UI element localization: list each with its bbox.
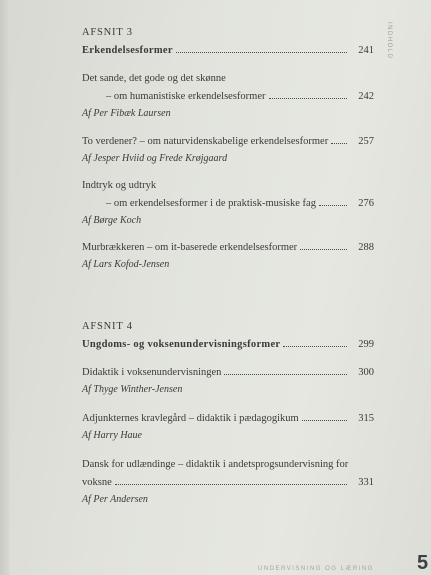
dot-leader bbox=[319, 204, 347, 206]
entry-author: Af Børge Koch bbox=[82, 215, 142, 226]
running-header: INDHOLD bbox=[386, 22, 392, 60]
section-label: AFSNIT 3 bbox=[82, 27, 133, 38]
toc-item[interactable] bbox=[82, 364, 374, 398]
toc-item[interactable] bbox=[82, 70, 374, 122]
dot-leader bbox=[283, 345, 347, 347]
toc-item[interactable] bbox=[82, 456, 374, 508]
toc-item[interactable] bbox=[82, 239, 374, 273]
section-title: Ungdoms- og voksenundervisningsformer bbox=[82, 339, 281, 350]
section-label: AFSNIT 4 bbox=[82, 321, 133, 332]
entry-title: Murbrækkeren – om it-baserede erkendelsesformer 288 bbox=[82, 239, 374, 257]
entry-author: Af Jesper Hviid og Frede Krøjgaard bbox=[82, 153, 228, 164]
dot-leader bbox=[269, 97, 348, 99]
entry-author: Af Thyge Winther-Jensen bbox=[82, 384, 183, 395]
entry-title: To verdener? – om naturvidenskabelige erkendelsesformer 257 bbox=[82, 133, 374, 151]
page-ref: 300 bbox=[358, 367, 374, 378]
entry-title: Indtryk og udtryk bbox=[82, 180, 157, 191]
page-ref: 257 bbox=[358, 136, 374, 147]
toc-item[interactable] bbox=[82, 133, 374, 167]
toc-entry[interactable] bbox=[82, 42, 374, 60]
toc-item[interactable] bbox=[82, 177, 374, 229]
entry-title: Dansk for udlændinge – didaktik i andetsprogsundervisning for bbox=[82, 459, 349, 470]
dot-leader bbox=[302, 419, 347, 421]
page-ref: 315 bbox=[358, 413, 374, 424]
page-ref: 276 bbox=[358, 198, 374, 209]
entry-author: Af Per Fibæk Laursen bbox=[82, 108, 171, 119]
page-ref: 242 bbox=[358, 91, 374, 102]
page-edge bbox=[0, 0, 10, 575]
entry-subtitle: – om erkendelsesformer i de praktisk-musiske fag 276 bbox=[82, 195, 374, 213]
entry-subtitle: – om humanistiske erkendelsesformer 242 bbox=[82, 88, 374, 106]
entry-subtitle: voksne 331 bbox=[82, 474, 374, 492]
page-ref: 241 bbox=[358, 45, 374, 56]
page-ref: 331 bbox=[358, 477, 374, 488]
entry-title: Didaktik i voksenundervisningen 300 bbox=[82, 364, 374, 382]
toc-entry[interactable] bbox=[82, 336, 374, 354]
entry-author: Af Lars Kofod-Jensen bbox=[82, 259, 170, 270]
dot-leader bbox=[224, 373, 347, 375]
toc-item[interactable] bbox=[82, 410, 374, 444]
page-number: 5 bbox=[417, 552, 429, 574]
entry-author: Af Per Andersen bbox=[82, 494, 148, 505]
dot-leader bbox=[176, 51, 347, 53]
table-of-contents bbox=[82, 0, 374, 575]
running-footer: UNDERVISNING OG LÆRING bbox=[258, 566, 374, 572]
page-ref: 288 bbox=[358, 242, 374, 253]
dot-leader bbox=[115, 483, 347, 485]
entry-author: Af Harry Haue bbox=[82, 430, 142, 441]
entry-title: Det sande, det gode og det skønne bbox=[82, 73, 226, 84]
section-title: Erkendelsesformer bbox=[82, 45, 173, 56]
dot-leader bbox=[331, 142, 347, 144]
page-ref: 299 bbox=[358, 339, 374, 350]
section-header bbox=[82, 318, 374, 354]
dot-leader bbox=[300, 248, 347, 250]
section-header bbox=[82, 24, 374, 60]
entry-title: Adjunkternes kravlegård – didaktik i pædagogikum 315 bbox=[82, 410, 374, 428]
